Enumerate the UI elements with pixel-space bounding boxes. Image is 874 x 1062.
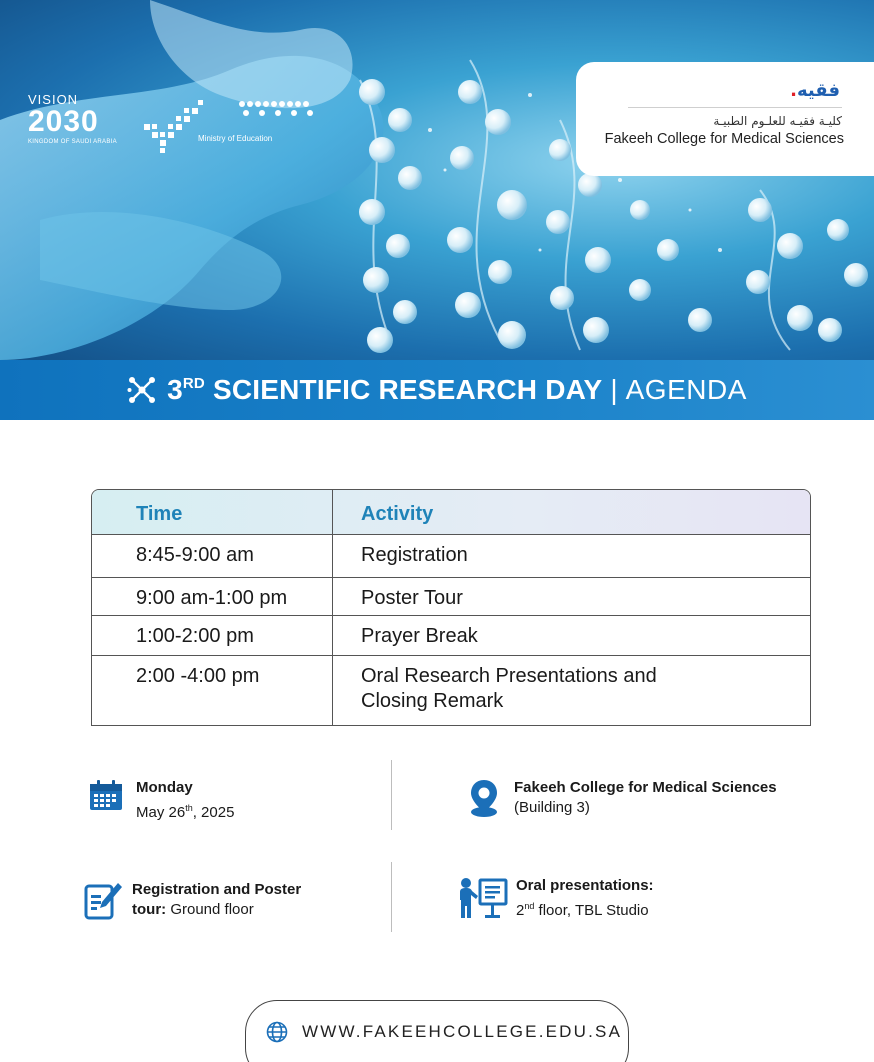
globe-icon: [266, 1021, 288, 1043]
row-time: 2:00 -4:00 pm: [92, 656, 333, 725]
row-time: 8:45-9:00 am: [92, 535, 333, 577]
college-logo-mark: .فقيه: [790, 80, 840, 101]
edit-form-icon: [84, 880, 122, 920]
event-date: [88, 778, 234, 823]
banner-separator: |: [610, 374, 618, 405]
info-divider: [391, 760, 392, 830]
presenter-icon: [458, 876, 510, 920]
event-location: [466, 778, 777, 818]
registration-info: [84, 880, 301, 920]
table-row: [92, 534, 810, 577]
website-footer: [245, 1000, 629, 1062]
header-activity: Activity: [361, 502, 434, 525]
ministry-dots-icon: [238, 98, 320, 120]
dna-background-illustration: [0, 0, 874, 360]
row-activity: Poster Tour: [361, 587, 463, 609]
table-row: [92, 655, 810, 725]
row-time: 9:00 am-1:00 pm: [92, 578, 333, 615]
molecule-icon: [127, 375, 157, 405]
title-banner: [0, 360, 874, 420]
ministry-label: Ministry of Education: [198, 134, 273, 143]
event-location-text: Fakeeh College for Medical Sciences (Building 3): [514, 779, 777, 816]
college-name-english: Fakeeh College for Medical Sciences: [604, 131, 844, 147]
location-pin-icon: [466, 778, 504, 818]
logo-divider: [628, 107, 842, 108]
header-time: Time: [92, 490, 333, 534]
oral-presentation-info: [458, 876, 654, 921]
table-header-row: [92, 490, 810, 534]
accreditation-check-icon: [140, 96, 206, 160]
vision-year: 2030: [28, 105, 99, 138]
table-row: [92, 615, 810, 655]
oral-presentation-text: Oral presentations: 2nd floor, TBL Studio: [516, 877, 654, 919]
banner-subtitle: AGENDA: [625, 374, 747, 405]
hero-image: [0, 0, 874, 360]
college-name-arabic: كليـة فقيـه للعلـوم الطبيـة: [713, 114, 842, 128]
row-activity: Oral Research Presentations and Closing Remark: [361, 665, 657, 712]
vision-label: VISION: [28, 92, 79, 107]
registration-info-text: Registration and Poster tour: Ground floor: [132, 881, 302, 918]
row-activity: Prayer Break: [361, 625, 478, 647]
row-time: 1:00-2:00 pm: [92, 616, 333, 655]
agenda-table: [91, 489, 811, 726]
table-row: [92, 577, 810, 615]
info-divider: [391, 862, 392, 932]
website-link[interactable]: WWW.FAKEEHCOLLEGE.EDU.SA: [302, 1022, 623, 1041]
vision-country: KINGDOM OF SAUDI ARABIA: [28, 139, 117, 145]
row-activity: Registration: [361, 544, 468, 566]
college-logo-card: [576, 62, 874, 176]
event-date-text: Monday May 26th, 2025: [136, 779, 235, 821]
calendar-icon: [88, 778, 126, 818]
ministry-of-education-logo: [140, 96, 273, 164]
banner-title: 3RD SCIENTIFIC RESEARCH DAY: [167, 374, 603, 405]
vision-2030-logo: [28, 92, 132, 145]
